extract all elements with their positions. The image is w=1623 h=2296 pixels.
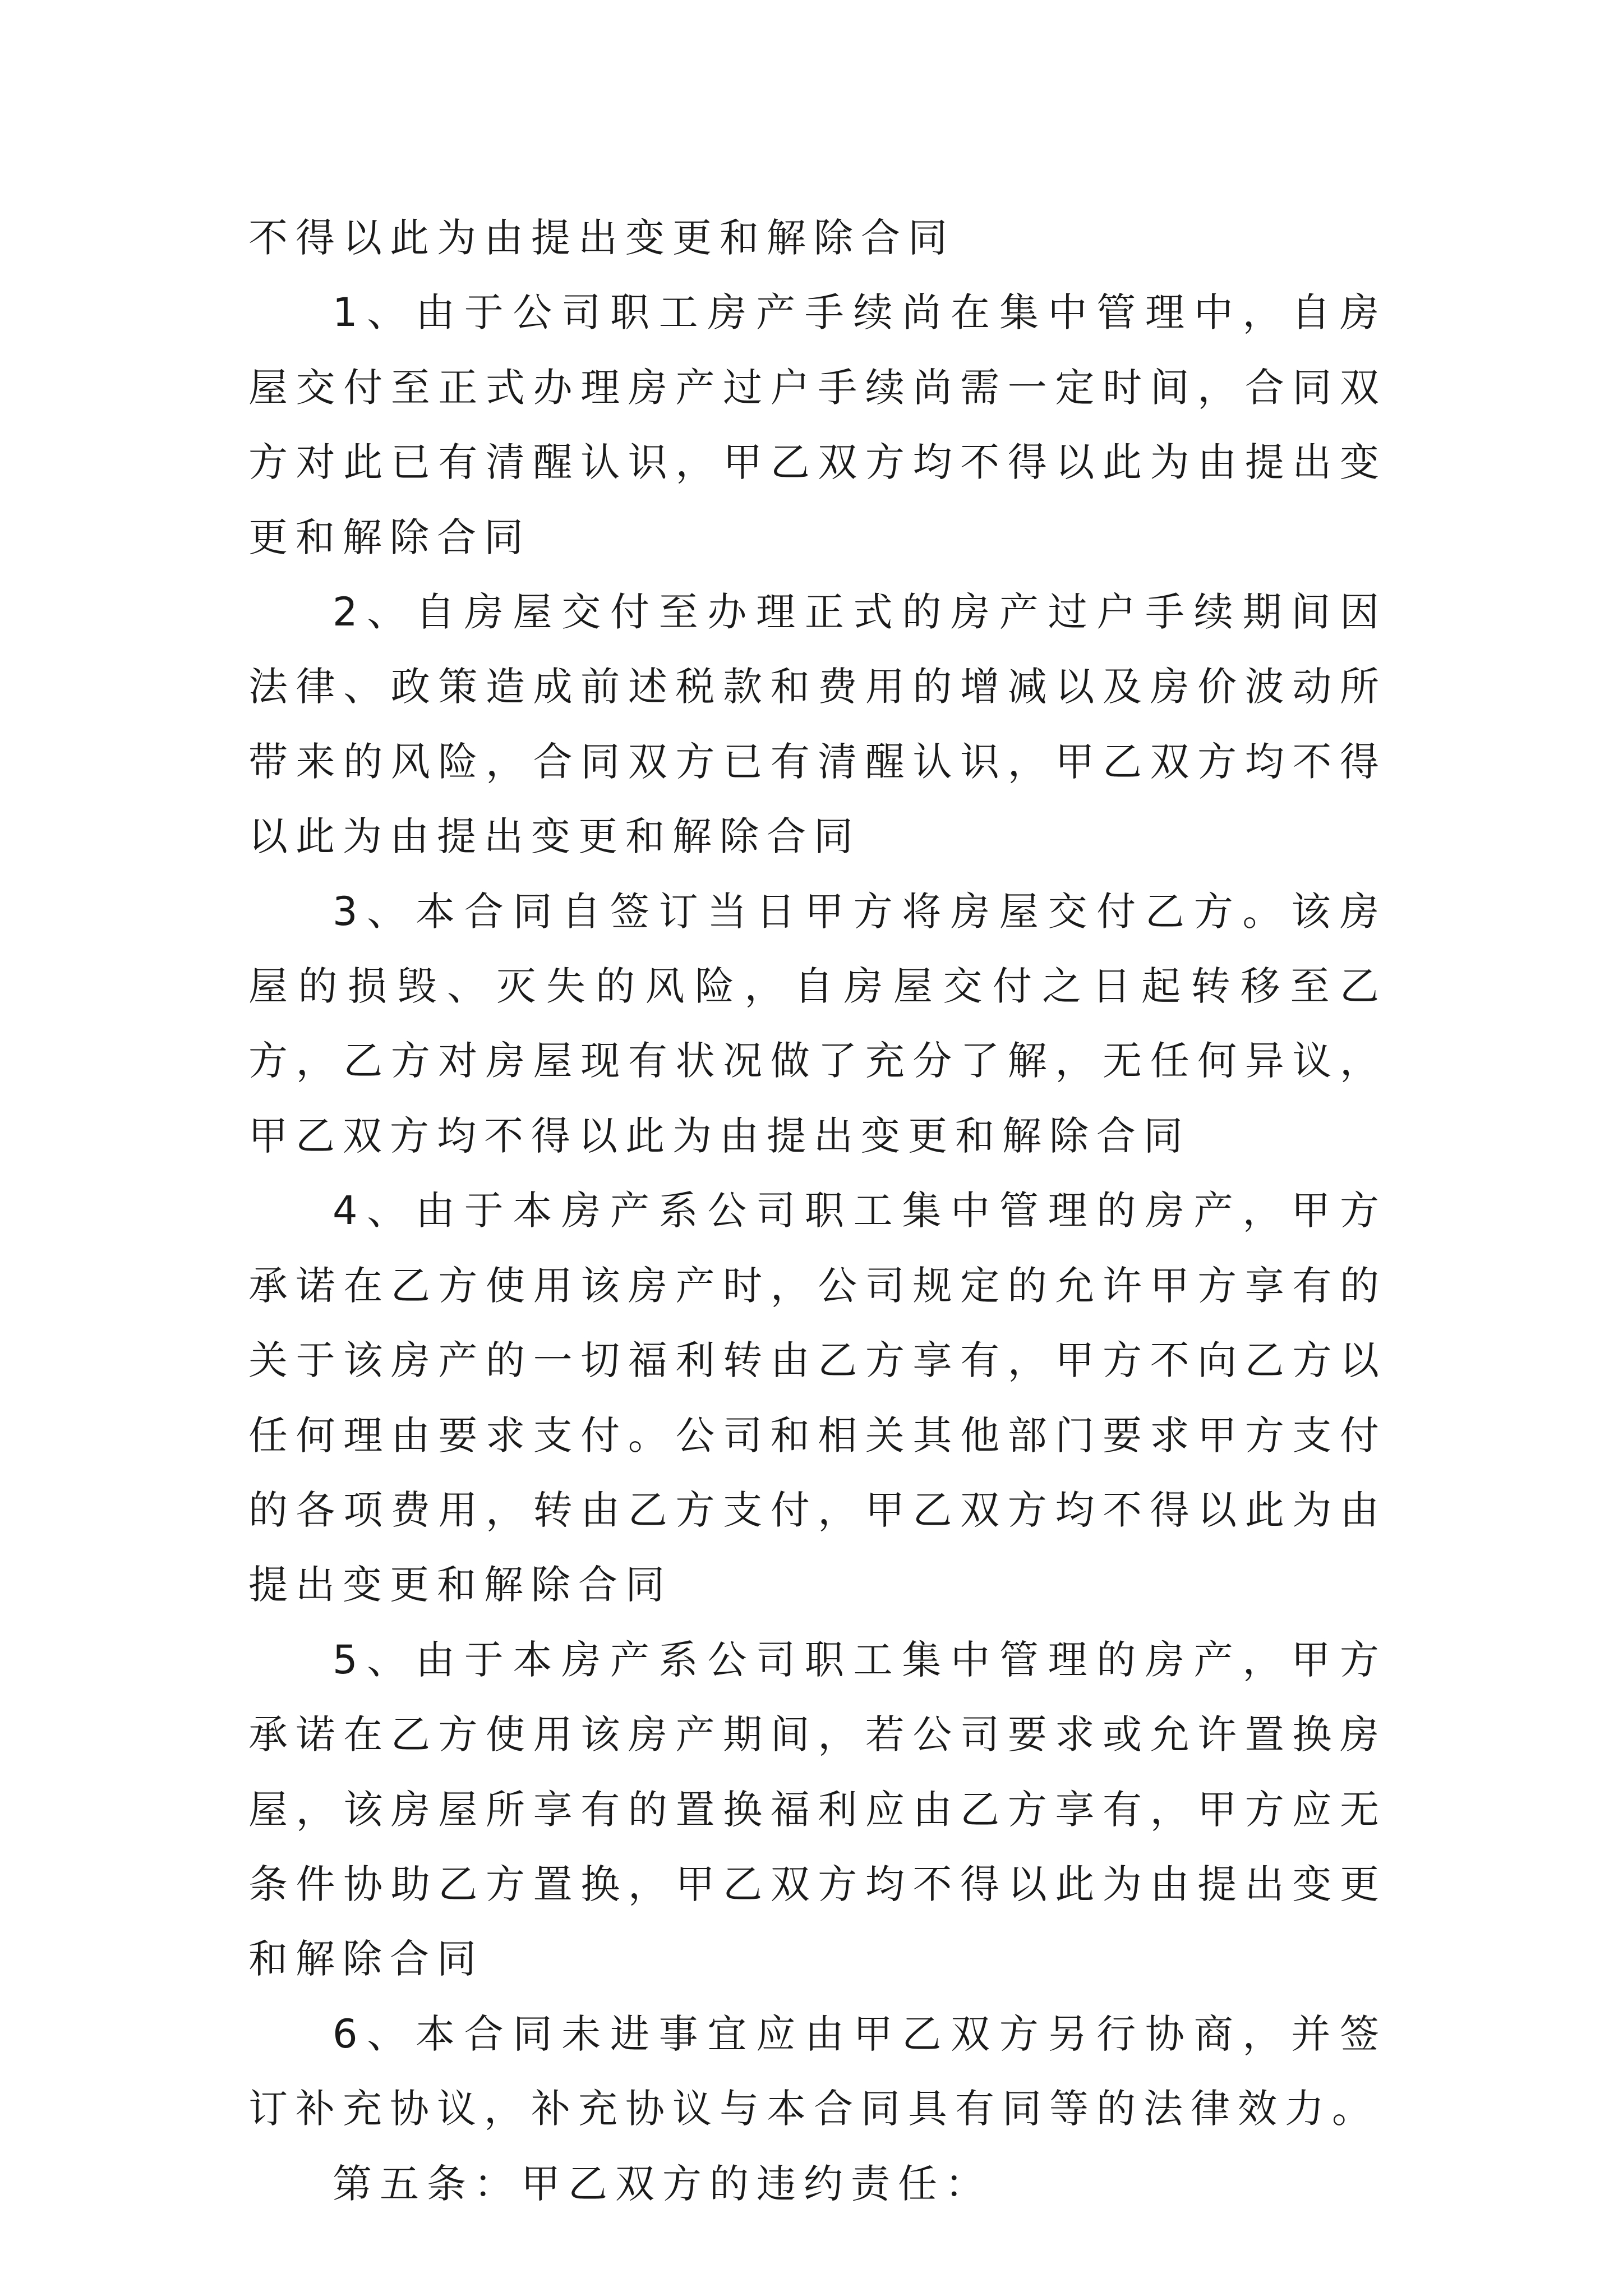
clause-2: 2、自房屋交付至办理正式的房产过户手续期间因法律、政策造成前述税款和费用的增减以及房价波动所带来的风险，合同双方已有清醒认识，甲乙双方均不得以此为由提出变更和解除合同 [248, 589, 1387, 860]
paragraph-continuation: 不得以此为由提出变更和解除合同 [248, 215, 955, 261]
section-heading-article-5: 第五条：甲乙双方的违约责任： [333, 2160, 992, 2207]
clause-6: 6、本合同未进事宜应由甲乙双方另行协商，并签订补充协议，补充协议与本合同具有同等的法律效力。 [248, 2010, 1387, 2132]
clause-1: 1、由于公司职工房产手续尚在集中管理中，自房屋交付至正式办理房产过户手续尚需一定时间，合同双方对此已有清醒认识，甲乙双方均不得以此为由提出变更和解除合同 [248, 289, 1387, 560]
clause-5: 5、由于本房产系公司职工集中管理的房产，甲方承诺在乙方使用该房产期间，若公司要求或允许置换房屋，该房屋所享有的置换福利应由乙方享有，甲方应无条件协助乙方置换，甲乙双方均不得以此为由提出变更和解除合同 [248, 1636, 1387, 1982]
document-body [248, 201, 1387, 2221]
clause-4: 4、由于本房产系公司职工集中管理的房产，甲方承诺在乙方使用该房产时，公司规定的允许甲方享有的关于该房产的一切福利转由乙方享有，甲方不向乙方以任何理由要求支付。公司和相关其他部门要求甲方支付的各项费用，转由乙方支付，甲乙双方均不得以此为由提出变更和解除合同 [248, 1188, 1387, 1608]
clause-3: 3、本合同自签订当日甲方将房屋交付乙方。该房屋的损毁、灭失的风险，自房屋交付之日起转移至乙方，乙方对房屋现有状况做了充分了解，无任何异议，甲乙双方均不得以此为由提出变更和解除合同 [248, 888, 1387, 1159]
